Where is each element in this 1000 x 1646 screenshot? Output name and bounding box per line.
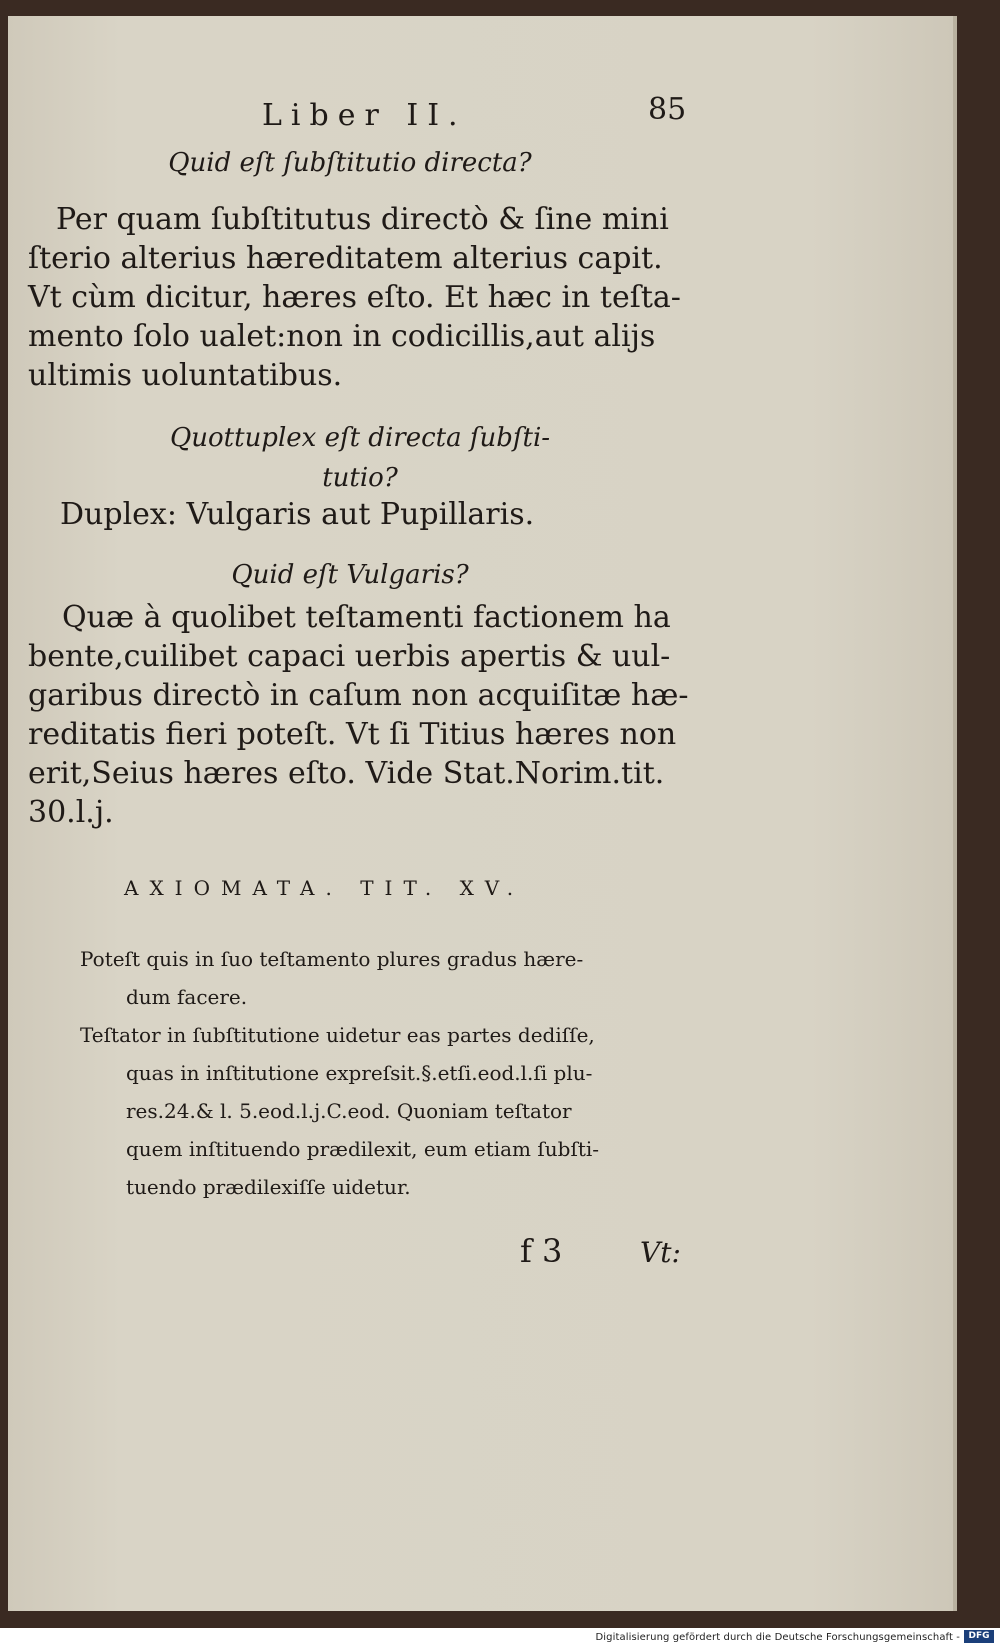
question-heading [150,418,570,498]
text-line: ſterio alterius hæreditatem alterius capit. [28,241,663,276]
axiom-line: res.24.& l. 5.eod.l.j.C.eod. Quoniam teſtator [126,1099,572,1123]
text-line: garibus directò in caſum non acquiſitæ hæ- [28,678,689,713]
answer-paragraph [28,200,688,395]
section-heading: AXIOMATA. TIT. XV. [124,876,525,900]
question-heading: Quid eſt Vulgaris? [231,560,469,590]
dfg-logo: DFG [964,1630,994,1643]
axiom-line: Poteſt quis in ſuo teſtamento plures gradus hære- [80,947,584,971]
text-line: mento ſolo ualet:non in codicillis,aut alijs [28,319,656,354]
text-line: 30.l.j. [28,795,114,830]
catchword: Vt: [640,1236,681,1269]
text-line: erit,Seius hæres eſto. Vide Stat.Norim.tit. [28,756,665,791]
question-line: tutio? [322,463,398,493]
text-line: ultimis uoluntatibus. [28,358,343,393]
answer-paragraph [28,598,688,832]
footer-credit: Digitalisierung gefördert durch die Deutsche Forschungsgemeinschaft - [595,1632,960,1643]
axiom-line: quem inſtituendo prædilexit, eum etiam ſubſti- [126,1137,600,1161]
page-number: 85 [648,92,687,127]
text-line: Quæ à quolibet teſtamenti factionem ha [62,600,671,635]
text-line: bente,cuilibet capaci uerbis apertis & uul- [28,639,671,674]
question-heading: Quid eſt ſubſtitutio directa? [168,148,532,178]
axiom-item [80,940,583,1016]
signature-mark: f 3 [520,1232,563,1270]
text-line: Vt cùm dicitur, hæres eſto. Et hæc in teſta- [28,280,681,315]
axiom-line: dum facere. [126,985,248,1009]
text-line: reditatis fieri poteſt. Vt ſi Titius hæres non [28,717,677,752]
axiom-item [80,1016,599,1206]
answer-line: Duplex: Vulgaris aut Pupillaris. [60,497,535,532]
axiom-line: Teſtator in ſubſtitutione uidetur eas partes dediſſe, [80,1023,595,1047]
question-line: Quottuplex eſt directa ſubſti- [169,423,551,453]
axiom-line: tuendo prædilexiſſe uidetur. [126,1175,411,1199]
running-header: Liber II. [262,98,467,133]
text-line: Per quam ſubſtitutus directò & ſine mini [56,202,669,237]
axiom-line: quas in inſtitutione expreſsit.§.etſi.eod.l.ſi plu- [126,1061,593,1085]
